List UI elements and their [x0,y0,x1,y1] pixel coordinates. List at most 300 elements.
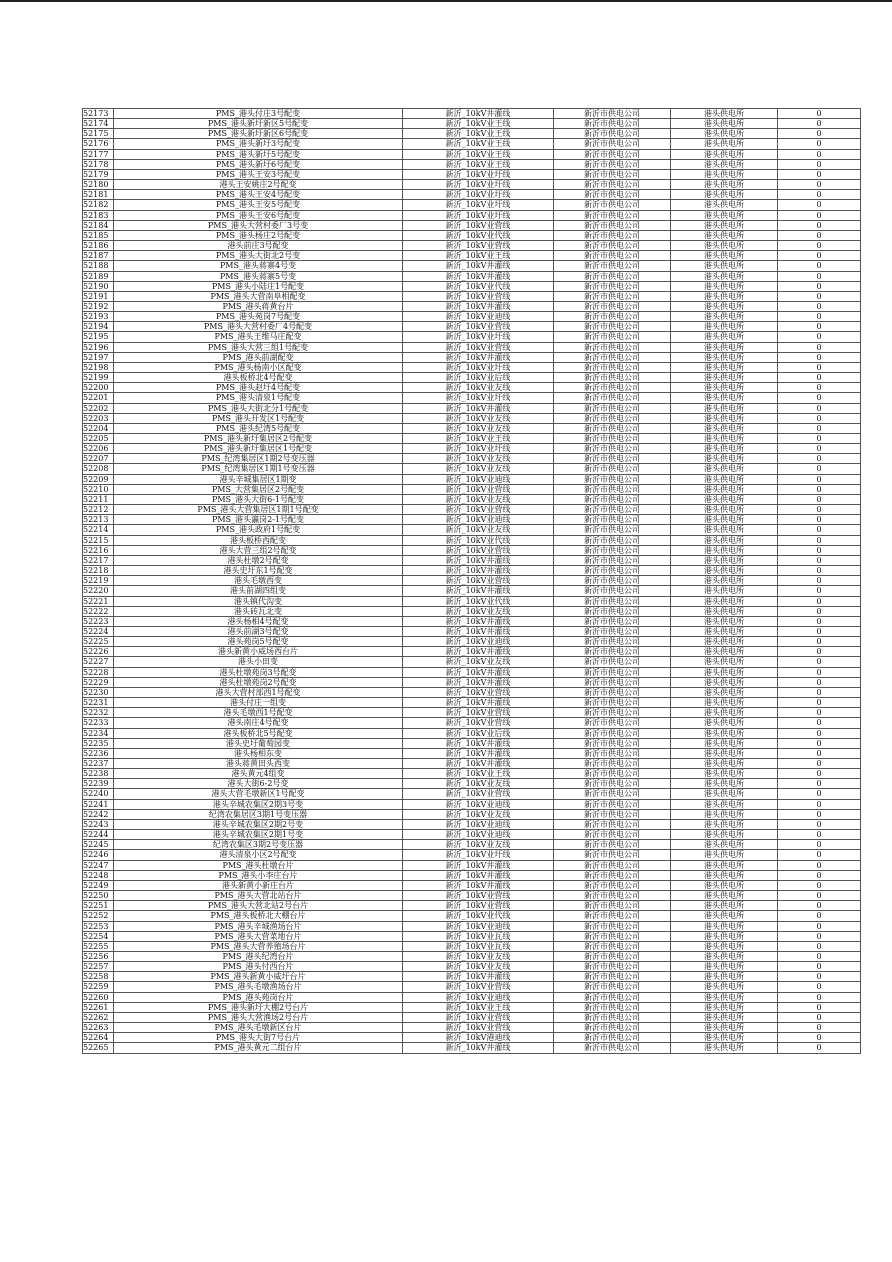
table-row [83,1012,861,1022]
table-row [83,931,861,941]
feeder-line-cell: 新沂_10kV业圩线 [403,362,554,372]
station-cell: 港头供电所 [671,769,778,779]
station-cell: 港头供电所 [671,251,778,261]
transformer-name-cell: 港头大街6-2号变 [114,779,403,789]
station-cell: 港头供电所 [671,312,778,322]
feeder-line-cell: 新沂_10kV业圩线 [403,180,554,190]
transformer-name-cell: 港头杨相4号配变 [114,616,403,626]
company-cell: 新沂市供电公司 [554,454,671,464]
row-id-cell: 52244 [83,830,114,840]
feeder-line-cell: 新沂_10kV业营线 [403,322,554,332]
transformer-name-cell: 港头史圩东1号配变 [114,566,403,576]
station-cell: 港头供电所 [671,911,778,921]
station-cell: 港头供电所 [671,393,778,403]
feeder-line-cell: 新沂_10kV业友线 [403,962,554,972]
value-cell: 0 [778,352,861,362]
row-id-cell: 52256 [83,951,114,961]
row-id-cell: 52187 [83,251,114,261]
value-cell: 0 [778,606,861,616]
table-row [83,403,861,413]
feeder-line-cell: 新沂_10kV井灌线 [403,403,554,413]
transformer-name-cell: PMS_港头新圩6号配变 [114,159,403,169]
feeder-line-cell: 新沂_10kV业友线 [403,494,554,504]
transformer-name-cell: PMS_港头付庄3号配变 [114,109,403,119]
row-id-cell: 52200 [83,383,114,393]
value-cell: 0 [778,891,861,901]
station-cell: 港头供电所 [671,190,778,200]
value-cell: 0 [778,281,861,291]
table-row [83,921,861,931]
station-cell: 港头供电所 [671,921,778,931]
station-cell: 港头供电所 [671,606,778,616]
feeder-line-cell: 新沂_10kV井灌线 [403,880,554,890]
row-id-cell: 52208 [83,464,114,474]
table-row [83,312,861,322]
transformer-name-cell: 港头辛城农集区2期1号变 [114,830,403,840]
station-cell: 港头供电所 [671,545,778,555]
table-row [83,759,861,769]
transformer-name-cell: PMS_港头纪湾台片 [114,951,403,961]
table-row [83,708,861,718]
transformer-name-cell: PMS_港头大营南阜相配变 [114,291,403,301]
feeder-line-cell: 新沂_10kV业迪线 [403,799,554,809]
company-cell: 新沂市供电公司 [554,413,671,423]
company-cell: 新沂市供电公司 [554,322,671,332]
transformer-name-cell: PMS_港头王安6号配变 [114,210,403,220]
transformer-name-cell: PMS_港头王安5号配变 [114,200,403,210]
station-cell: 港头供电所 [671,271,778,281]
station-cell: 港头供电所 [671,1023,778,1033]
transformer-name-cell: 港头前湖四组变 [114,586,403,596]
table-row [83,362,861,372]
value-cell: 0 [778,687,861,697]
table-row [83,180,861,190]
row-id-cell: 52198 [83,362,114,372]
row-id-cell: 52234 [83,728,114,738]
row-id-cell: 52236 [83,748,114,758]
station-cell: 港头供电所 [671,850,778,860]
row-id-cell: 52241 [83,799,114,809]
feeder-line-cell: 新沂_10kV业迪线 [403,474,554,484]
station-cell: 港头供电所 [671,261,778,271]
transformer-name-cell: PMS_港头大营村委厂4号配变 [114,322,403,332]
row-id-cell: 52255 [83,941,114,951]
transformer-name-cell: PMS_港头蒋寨5号变 [114,271,403,281]
table-row [83,352,861,362]
station-cell: 港头供电所 [671,169,778,179]
value-cell: 0 [778,566,861,576]
row-id-cell: 52189 [83,271,114,281]
row-id-cell: 52213 [83,515,114,525]
row-id-cell: 52254 [83,931,114,941]
station-cell: 港头供电所 [671,941,778,951]
station-cell: 港头供电所 [671,901,778,911]
table-row [83,870,861,880]
company-cell: 新沂市供电公司 [554,637,671,647]
value-cell: 0 [778,515,861,525]
feeder-line-cell: 新沂_10kV业营线 [403,241,554,251]
transformer-name-cell: PMS_港头新圩新区5号配变 [114,119,403,129]
table-row [83,657,861,667]
company-cell: 新沂市供电公司 [554,423,671,433]
table-row [83,769,861,779]
transformer-name-cell: PMS_港头毛墩渔场台片 [114,982,403,992]
row-id-cell: 52258 [83,972,114,982]
value-cell: 0 [778,220,861,230]
feeder-line-cell: 新沂_10kV业圩线 [403,190,554,200]
feeder-line-cell: 新沂_10kV业友线 [403,383,554,393]
row-id-cell: 52194 [83,322,114,332]
value-cell: 0 [778,941,861,951]
table-row [83,576,861,586]
station-cell: 港头供电所 [671,972,778,982]
feeder-line-cell: 新沂_10kV业友线 [403,454,554,464]
row-id-cell: 52211 [83,494,114,504]
company-cell: 新沂市供电公司 [554,657,671,667]
company-cell: 新沂市供电公司 [554,850,671,860]
transformer-name-cell: 港头毛墩西1号配变 [114,708,403,718]
station-cell: 港头供电所 [671,616,778,626]
table-row [83,647,861,657]
feeder-line-cell: 新沂_10kV井灌线 [403,860,554,870]
table-row [83,373,861,383]
value-cell: 0 [778,1043,861,1053]
feeder-line-cell: 新沂_10kV业代线 [403,535,554,545]
feeder-line-cell: 新沂_10kV业代线 [403,911,554,921]
value-cell: 0 [778,596,861,606]
company-cell: 新沂市供电公司 [554,484,671,494]
table-row [83,789,861,799]
value-cell: 0 [778,962,861,972]
station-cell: 港头供电所 [671,494,778,504]
feeder-line-cell: 新沂_10kV井灌线 [403,616,554,626]
value-cell: 0 [778,728,861,738]
transformer-name-cell: PMS_港头新圩3号配变 [114,139,403,149]
feeder-line-cell: 新沂_10kV业营线 [403,982,554,992]
station-cell: 港头供电所 [671,870,778,880]
table-row [83,586,861,596]
feeder-line-cell: 新沂_10kV港迪线 [403,1033,554,1043]
table-row [83,840,861,850]
company-cell: 新沂市供电公司 [554,1002,671,1012]
value-cell: 0 [778,251,861,261]
table-row [83,423,861,433]
value-cell: 0 [778,931,861,941]
row-id-cell: 52199 [83,373,114,383]
value-cell: 0 [778,454,861,464]
row-id-cell: 52259 [83,982,114,992]
table-row [83,322,861,332]
station-cell: 港头供电所 [671,139,778,149]
table-row [83,799,861,809]
value-cell: 0 [778,332,861,342]
station-cell: 港头供电所 [671,535,778,545]
transformer-name-cell: PMS_港头黄元二组台片 [114,1043,403,1053]
value-cell: 0 [778,261,861,271]
feeder-line-cell: 新沂_10kV井灌线 [403,698,554,708]
feeder-line-cell: 新沂_10kV业友线 [403,840,554,850]
row-id-cell: 52197 [83,352,114,362]
row-id-cell: 52177 [83,149,114,159]
feeder-line-cell: 新沂_10kV业王线 [403,1002,554,1012]
station-cell: 港头供电所 [671,210,778,220]
station-cell: 港头供电所 [671,647,778,657]
table-row [83,951,861,961]
table-row [83,972,861,982]
transformer-name-cell: PMS_港头小陆庄1号配变 [114,281,403,291]
company-cell: 新沂市供电公司 [554,687,671,697]
table-row [83,830,861,840]
feeder-line-cell: 新沂_10kV井灌线 [403,566,554,576]
company-cell: 新沂市供电公司 [554,779,671,789]
value-cell: 0 [778,139,861,149]
transformer-name-cell: 港头板桥西配变 [114,535,403,545]
company-cell: 新沂市供电公司 [554,799,671,809]
company-cell: 新沂市供电公司 [554,129,671,139]
feeder-line-cell: 新沂_10kV业迪线 [403,637,554,647]
transformer-name-cell: PMS_纪湾集居区1期2号变压器 [114,454,403,464]
company-cell: 新沂市供电公司 [554,1033,671,1043]
table-row [83,210,861,220]
company-cell: 新沂市供电公司 [554,312,671,322]
row-id-cell: 52193 [83,312,114,322]
station-cell: 港头供电所 [671,880,778,890]
table-body [83,109,861,1054]
company-cell: 新沂市供电公司 [554,911,671,921]
transformer-name-cell: PMS_港头大营集居区1期1号配变 [114,505,403,515]
table-row [83,1043,861,1053]
table-row [83,332,861,342]
company-cell: 新沂市供电公司 [554,921,671,931]
value-cell: 0 [778,819,861,829]
feeder-line-cell: 新沂_10kV业瓦线 [403,931,554,941]
station-cell: 港头供电所 [671,596,778,606]
row-id-cell: 52226 [83,647,114,657]
row-id-cell: 52249 [83,880,114,890]
transformer-name-cell: PMS_纪湾集居区1期1号变压器 [114,464,403,474]
table-row [83,698,861,708]
station-cell: 港头供电所 [671,403,778,413]
feeder-line-cell: 新沂_10kV井灌线 [403,586,554,596]
company-cell: 新沂市供电公司 [554,860,671,870]
feeder-line-cell: 新沂_10kV井灌线 [403,667,554,677]
feeder-line-cell: 新沂_10kV业后线 [403,728,554,738]
feeder-line-cell: 新沂_10kV业营线 [403,891,554,901]
row-id-cell: 52229 [83,677,114,687]
value-cell: 0 [778,789,861,799]
station-cell: 港头供电所 [671,383,778,393]
transformer-name-cell: 港头板桥北5号配变 [114,728,403,738]
value-cell: 0 [778,545,861,555]
feeder-line-cell: 新沂_10kV业迪线 [403,819,554,829]
feeder-line-cell: 新沂_10kV业迪线 [403,992,554,1002]
value-cell: 0 [778,464,861,474]
company-cell: 新沂市供电公司 [554,555,671,565]
feeder-line-cell: 新沂_10kV业营线 [403,342,554,352]
table-row [83,779,861,789]
row-id-cell: 52181 [83,190,114,200]
company-cell: 新沂市供电公司 [554,241,671,251]
table-row [83,616,861,626]
value-cell: 0 [778,241,861,251]
table-row [83,251,861,261]
table-row [83,413,861,423]
company-cell: 新沂市供电公司 [554,596,671,606]
table-row [83,535,861,545]
value-cell: 0 [778,901,861,911]
company-cell: 新沂市供电公司 [554,301,671,311]
row-id-cell: 52262 [83,1012,114,1022]
table-row [83,159,861,169]
station-cell: 港头供电所 [671,809,778,819]
transformer-name-cell: PMS_港头大街7号台片 [114,1033,403,1043]
value-cell: 0 [778,779,861,789]
station-cell: 港头供电所 [671,586,778,596]
station-cell: 港头供电所 [671,180,778,190]
transformer-name-cell: PMS_港头大营北站台片 [114,891,403,901]
station-cell: 港头供电所 [671,434,778,444]
transformer-name-cell: 港头付庄一组变 [114,698,403,708]
table-row [83,606,861,616]
feeder-line-cell: 新沂_10kV业王线 [403,769,554,779]
feeder-line-cell: 新沂_10kV业营线 [403,545,554,555]
row-id-cell: 52264 [83,1033,114,1043]
feeder-line-cell: 新沂_10kV井灌线 [403,1043,554,1053]
value-cell: 0 [778,322,861,332]
company-cell: 新沂市供电公司 [554,1043,671,1053]
company-cell: 新沂市供电公司 [554,809,671,819]
feeder-line-cell: 新沂_10kV井灌线 [403,626,554,636]
value-cell: 0 [778,647,861,657]
company-cell: 新沂市供电公司 [554,362,671,372]
value-cell: 0 [778,576,861,586]
station-cell: 港头供电所 [671,332,778,342]
feeder-line-cell: 新沂_10kV业营线 [403,484,554,494]
transformer-name-cell: PMS_港头大营三组1号配变 [114,342,403,352]
row-id-cell: 52180 [83,180,114,190]
feeder-line-cell: 新沂_10kV业代线 [403,596,554,606]
company-cell: 新沂市供电公司 [554,139,671,149]
feeder-line-cell: 新沂_10kV业营线 [403,1023,554,1033]
transformer-name-cell: PMS_港头大营渔场2号台片 [114,1012,403,1022]
station-cell: 港头供电所 [671,413,778,423]
station-cell: 港头供电所 [671,464,778,474]
station-cell: 港头供电所 [671,241,778,251]
table-row [83,1033,861,1043]
row-id-cell: 52232 [83,708,114,718]
company-cell: 新沂市供电公司 [554,759,671,769]
company-cell: 新沂市供电公司 [554,698,671,708]
table-row [83,139,861,149]
value-cell: 0 [778,667,861,677]
row-id-cell: 52243 [83,819,114,829]
table-row [83,911,861,921]
row-id-cell: 52233 [83,718,114,728]
company-cell: 新沂市供电公司 [554,190,671,200]
station-cell: 港头供电所 [671,728,778,738]
table-row [83,728,861,738]
feeder-line-cell: 新沂_10kV业营线 [403,789,554,799]
row-id-cell: 52261 [83,1002,114,1012]
table-row [83,464,861,474]
company-cell: 新沂市供电公司 [554,291,671,301]
table-row [83,819,861,829]
table-row [83,992,861,1002]
station-cell: 港头供电所 [671,484,778,494]
company-cell: 新沂市供电公司 [554,840,671,850]
row-id-cell: 52224 [83,626,114,636]
value-cell: 0 [778,626,861,636]
row-id-cell: 52176 [83,139,114,149]
table-row [83,444,861,454]
row-id-cell: 52253 [83,921,114,931]
transformer-name-cell: 纪湾农集区3期2号变压器 [114,840,403,850]
table-row [83,962,861,972]
table-row [83,809,861,819]
row-id-cell: 52220 [83,586,114,596]
company-cell: 新沂市供电公司 [554,271,671,281]
value-cell: 0 [778,413,861,423]
row-id-cell: 52192 [83,301,114,311]
transformer-name-cell: PMS_港头新圩大棚2号台片 [114,1002,403,1012]
row-id-cell: 52219 [83,576,114,586]
station-cell: 港头供电所 [671,566,778,576]
value-cell: 0 [778,230,861,240]
row-id-cell: 52250 [83,891,114,901]
feeder-line-cell: 新沂_10kV业圩线 [403,200,554,210]
value-cell: 0 [778,748,861,758]
value-cell: 0 [778,403,861,413]
value-cell: 0 [778,708,861,718]
table-row [83,1023,861,1033]
company-cell: 新沂市供电公司 [554,901,671,911]
value-cell: 0 [778,190,861,200]
feeder-line-cell: 新沂_10kV业友线 [403,951,554,961]
value-cell: 0 [778,342,861,352]
table-row [83,474,861,484]
station-cell: 港头供电所 [671,819,778,829]
value-cell: 0 [778,271,861,281]
value-cell: 0 [778,616,861,626]
station-cell: 港头供电所 [671,373,778,383]
transformer-name-cell: 港头小田变 [114,657,403,667]
company-cell: 新沂市供电公司 [554,941,671,951]
value-cell: 0 [778,109,861,119]
value-cell: 0 [778,799,861,809]
station-cell: 港头供电所 [671,687,778,697]
row-id-cell: 52178 [83,159,114,169]
transformer-name-cell: PMS_港头辛城渔场台片 [114,921,403,931]
transformer-name-cell: PMS_港头付西台片 [114,962,403,972]
company-cell: 新沂市供电公司 [554,728,671,738]
table-row [83,169,861,179]
transformer-name-cell: PMS_港头瀛岗2-1号配变 [114,515,403,525]
table-row [83,982,861,992]
table-row [83,677,861,687]
station-cell: 港头供电所 [671,576,778,586]
row-id-cell: 52191 [83,291,114,301]
company-cell: 新沂市供电公司 [554,505,671,515]
company-cell: 新沂市供电公司 [554,525,671,535]
table-row [83,525,861,535]
row-id-cell: 52242 [83,809,114,819]
feeder-line-cell: 新沂_10kV业迪线 [403,312,554,322]
value-cell: 0 [778,870,861,880]
value-cell: 0 [778,657,861,667]
transformer-name-cell: PMS_港头纪湾5号配变 [114,423,403,433]
station-cell: 港头供电所 [671,992,778,1002]
company-cell: 新沂市供电公司 [554,606,671,616]
